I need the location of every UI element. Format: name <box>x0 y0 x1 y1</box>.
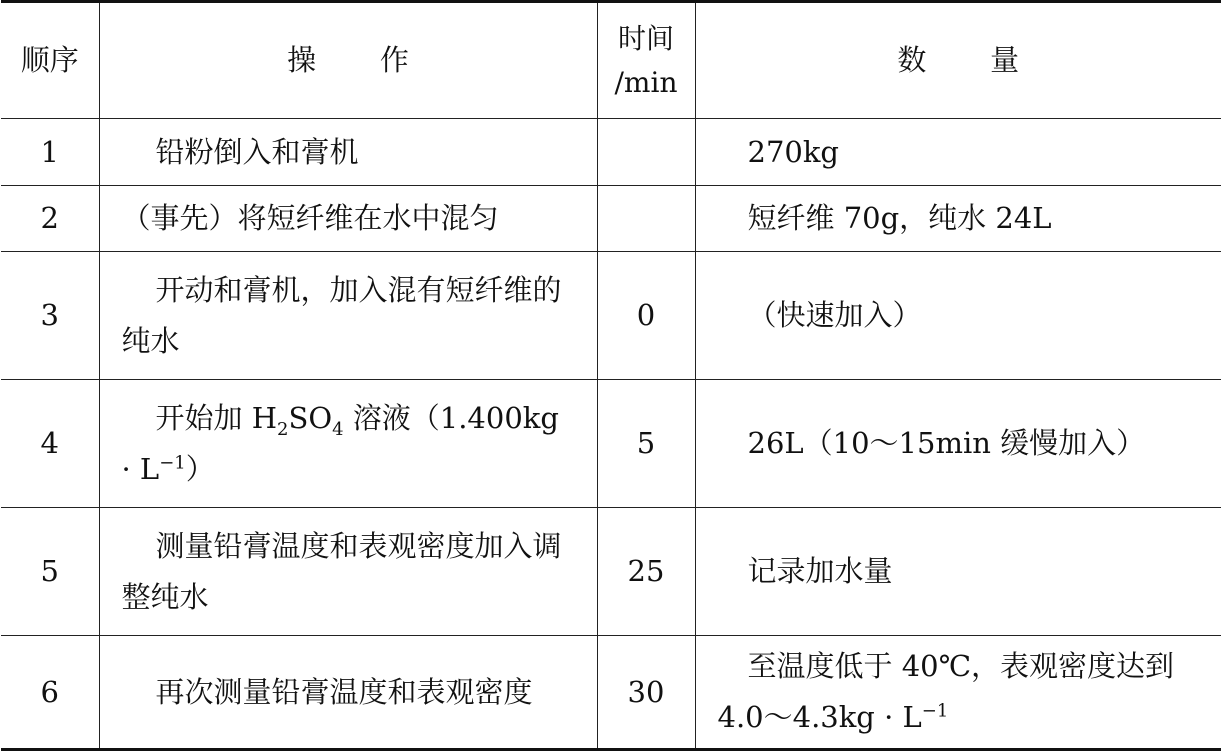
op-text-b: SO <box>288 400 333 435</box>
row-seq: 2 <box>1 186 99 252</box>
header-seq: 顺序 <box>1 2 99 119</box>
row-qty: （快速加入） <box>695 252 1221 380</box>
table-header-row <box>1 2 1221 119</box>
header-time-label: 时间 <box>617 22 674 56</box>
table-row <box>1 252 1221 380</box>
header-time <box>597 2 695 119</box>
op-text-a: 开始加 H <box>155 400 278 435</box>
row-qty <box>695 636 1221 750</box>
row-op: 测量铅膏温度和表观密度加入调整纯水 <box>99 508 597 636</box>
process-table <box>1 0 1221 751</box>
row-seq: 4 <box>1 380 99 508</box>
row-time: 5 <box>597 380 695 508</box>
table-row <box>1 508 1221 636</box>
header-op: 操作 <box>99 2 597 119</box>
row-seq: 1 <box>1 119 99 186</box>
row-op <box>99 380 597 508</box>
row-op: 再次测量铅膏温度和表观密度 <box>99 636 597 750</box>
row-seq: 3 <box>1 252 99 380</box>
row-op: 开动和膏机，加入混有短纤维的纯水 <box>99 252 597 380</box>
row-time: 30 <box>597 636 695 750</box>
table-row <box>1 380 1221 508</box>
op-text-d: ） <box>185 451 215 486</box>
row-qty: 26L（10～15min 缓慢加入） <box>695 380 1221 508</box>
row-op: （事先）将短纤维在水中混匀 <box>99 186 597 252</box>
table-row <box>1 636 1221 750</box>
row-time <box>597 119 695 186</box>
table-row <box>1 119 1221 186</box>
table-row <box>1 186 1221 252</box>
row-time: 25 <box>597 508 695 636</box>
row-op: 铅粉倒入和膏机 <box>99 119 597 186</box>
row-qty: 记录加水量 <box>695 508 1221 636</box>
row-time: 0 <box>597 252 695 380</box>
op-sup: −1 <box>159 451 186 473</box>
row-qty: 270kg <box>695 119 1221 186</box>
row-time <box>597 186 695 252</box>
qty-sup: −1 <box>921 700 949 722</box>
header-qty: 数量 <box>695 2 1221 119</box>
row-qty: 短纤维 70g，纯水 24L <box>695 186 1221 252</box>
op-sub-4: 4 <box>332 418 344 440</box>
qty-text: 至温度低于 40℃，表观密度达到 4.0～4.3kg · L <box>717 649 1175 734</box>
op-text-c: 溶液（1.400kg · L <box>121 400 559 486</box>
op-sub-2: 2 <box>277 418 289 440</box>
header-time-unit: /min <box>614 65 678 99</box>
row-seq: 5 <box>1 508 99 636</box>
row-seq: 6 <box>1 636 99 750</box>
